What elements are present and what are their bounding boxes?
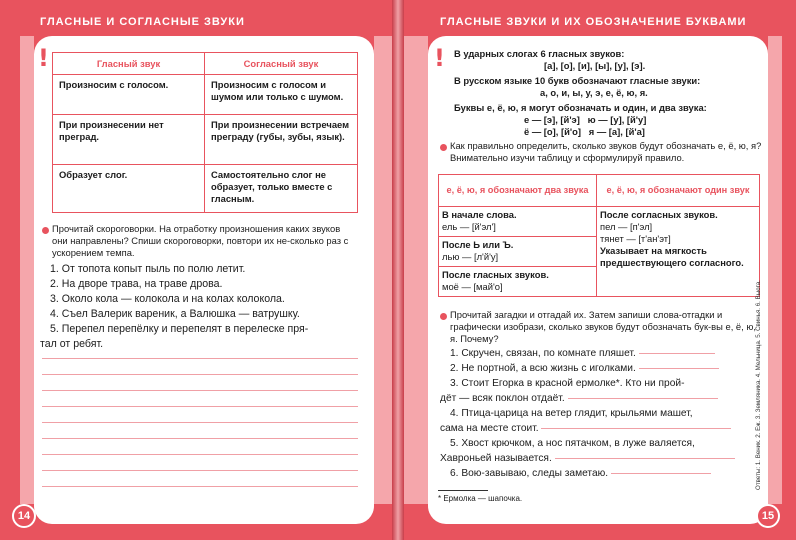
right-page-header: ГЛАСНЫЕ ЗВУКИ И ИХ ОБОЗНАЧЕНИЕ БУКВАМИ	[440, 16, 747, 28]
footnote: * Ермолка — шапочка.	[438, 494, 523, 503]
info-line: а, о, и, ы, у, э, е, ё, ю, я.	[540, 87, 648, 98]
rule-example: ель — [й'эл']	[442, 221, 496, 232]
left-exclamation-icon: !	[38, 44, 49, 72]
rule-title: После Ь или Ъ.	[442, 239, 514, 250]
riddle-item: 5. Хвост крючком, а нос пятачком, в луже валяется,	[450, 438, 695, 449]
table-cell	[439, 237, 597, 267]
rule-example: тянет — [т'ан'эт]	[600, 233, 671, 244]
rule-title: После согласных звуков.	[600, 209, 718, 220]
table-cell: При произнесении встречаем преграду (губы, зубы, язык).	[205, 115, 358, 165]
riddle-item: 2. Не портной, а всю жизнь с иголками.	[450, 361, 754, 376]
table-cell	[439, 267, 597, 297]
table-cell: При произнесении нет преград.	[53, 115, 205, 165]
riddle-item: 1. Скручен, связан, по комнате пляшет.	[450, 346, 754, 361]
table-cell	[597, 207, 760, 297]
col-one-sound-header: е, ё, ю, я обозначают один звук	[597, 175, 760, 207]
riddle-item: 3. Стоит Егорка в красной ермолке*. Кто ни прой-	[450, 378, 685, 389]
info-line: ё — [о], [й'о] я — [а], [й'а]	[524, 126, 645, 137]
list-item: тал от ребят.	[40, 338, 104, 350]
list-item: 5. Перепел перепёлку и перепелят в перелеске пря-	[50, 323, 309, 335]
riddle-item: 6. Вою-завываю, следы заметаю.	[450, 466, 754, 481]
footnote-divider	[438, 490, 488, 491]
writing-lines	[42, 358, 358, 502]
tongue-twister-list	[40, 262, 362, 352]
rule-example: лью — [л'й'у]	[442, 251, 499, 262]
col-two-sounds-header: е, ё, ю, я обозначают два звука	[439, 175, 597, 207]
list-item: 4. Съел Валерик вареник, а Валюшка — ватрушку.	[50, 308, 300, 320]
right-exclamation-icon: !	[434, 44, 445, 72]
rule-example: пел — [п'эл]	[600, 221, 653, 232]
task-bullet-icon	[42, 227, 49, 234]
table-cell: Произносим с голосом и шумом или только с шумом.	[205, 75, 358, 115]
left-side-band	[20, 36, 34, 504]
table-cell: Самостоятельно слог не образует, только вместе с гласным.	[205, 165, 358, 213]
left-inner-band	[374, 36, 392, 504]
col-vowel-header: Гласный звук	[53, 53, 205, 75]
rule-note: Указывает на мягкость предшествующего согласного.	[600, 245, 744, 268]
right-inner-band	[404, 36, 428, 504]
left-page-header: ГЛАСНЫЕ И СОГЛАСНЫЕ ЗВУКИ	[40, 16, 245, 28]
riddle-answers: Ответы: 1. Веник. 2. Ёж. 3. Земляника. 4. Мельница. 5. Свинья. 6. Вьюга.	[755, 280, 762, 490]
right-task1-text: Как правильно определить, сколько звуков будут обозначать е, ё, ю, я? Внимательно изучи таблицу и сформулируй правило.	[450, 140, 762, 163]
riddle-item: Хавроньей называется.	[440, 451, 754, 466]
left-task-text: Прочитай скороговорки. На отработку произношения каких звуков они направлены? Спиши скороговорки, повтори их не-сколько раз с ускорением темпа.	[52, 223, 349, 258]
riddle-list	[440, 346, 754, 481]
table-cell: Произносим с голосом.	[53, 75, 205, 115]
right-task2-text: Прочитай загадки и отгадай их. Затем запиши слова-отгадки и графически изобрази, сколько звуков будут обозначать бук-вы е, ё, ю, я. Почему?	[450, 309, 756, 344]
info-line: [а], [о], [и], [ы], [у], [э].	[544, 60, 646, 71]
riddle-item: 4. Птица-царица на ветер глядит, крыльями машет,	[450, 408, 693, 419]
table-cell: Образует слог.	[53, 165, 205, 213]
left-page-number: 14	[12, 504, 36, 528]
rule-title: В начале слова.	[442, 209, 517, 220]
list-item: 2. На дворе трава, на траве дрова.	[50, 278, 223, 290]
info-line: Буквы е, ё, ю, я могут обозначать и один, и два звука:	[454, 102, 707, 113]
vowel-letters-table	[438, 174, 760, 297]
info-line: В русском языке 10 букв обозначают гласные звуки:	[454, 75, 701, 86]
riddle-item: сама на месте стоит.	[440, 421, 754, 436]
task-bullet-icon	[440, 144, 447, 151]
book-spine	[392, 0, 404, 540]
task-bullet-icon	[440, 313, 447, 320]
info-line: В ударных слогах 6 гласных звуков:	[454, 48, 625, 59]
riddle-item: дёт — всяк поклон отдаёт.	[440, 391, 754, 406]
right-page-number: 15	[756, 504, 780, 528]
rule-example: моё — [май'о]	[442, 281, 503, 292]
col-consonant-header: Согласный звук	[205, 53, 358, 75]
list-item: 3. Около кола — колокола и на колах колокола.	[50, 293, 285, 305]
vowel-info-block	[454, 48, 760, 138]
vowel-consonant-table	[52, 52, 358, 213]
rule-title: После гласных звуков.	[442, 269, 549, 280]
table-cell	[439, 207, 597, 237]
list-item: 1. От топота копыт пыль по полю летит.	[50, 263, 246, 275]
info-line: е — [э], [й'э] ю — [у], [й'у]	[524, 114, 647, 125]
